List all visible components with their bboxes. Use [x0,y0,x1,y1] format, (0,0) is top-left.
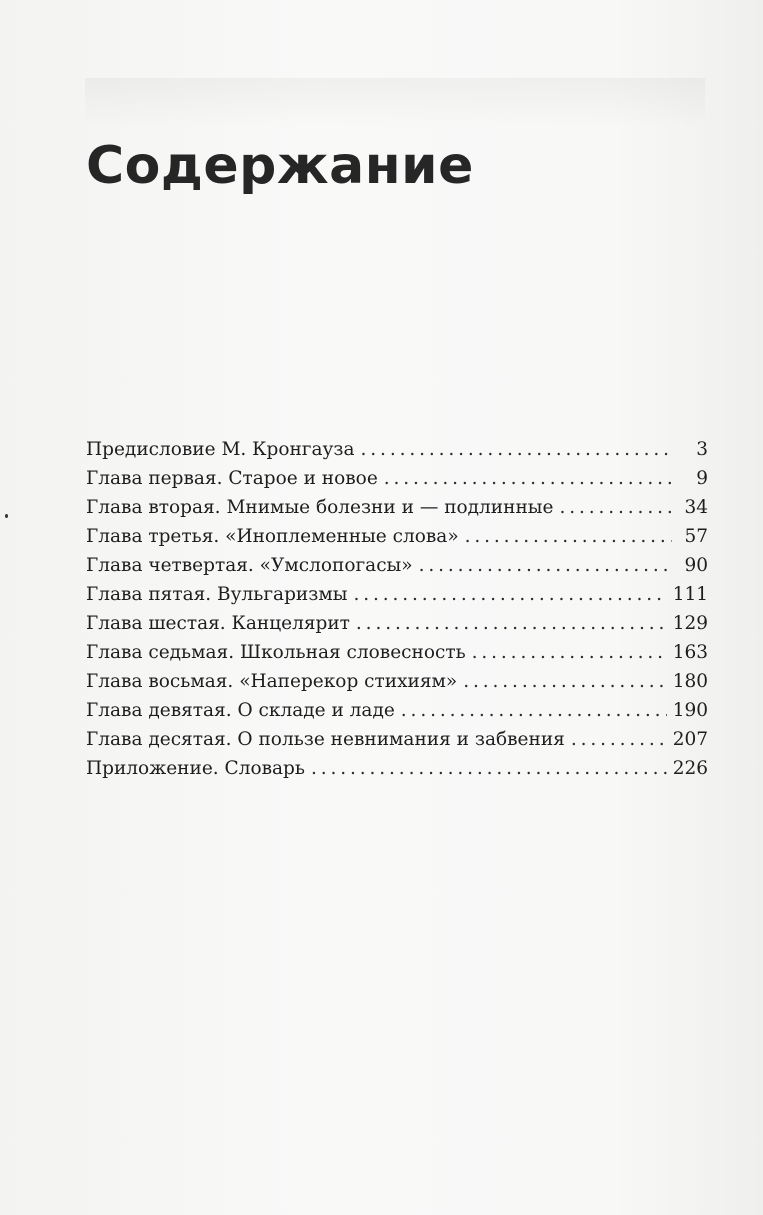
toc-entry [86,493,708,522]
toc-leader-dots [401,696,667,725]
toc-entry-title: Глава вторая. Мнимые болезни и — подлинные [86,497,554,518]
toc-entry [86,667,708,696]
toc-entry-title: Глава четвертая. «Умслопогасы» [86,555,413,576]
toc-leader-dots [353,580,666,609]
toc-entry [86,754,708,783]
toc-entry [86,725,708,754]
toc-entry-title: Глава пятая. Вульгаризмы [86,584,348,605]
toc-entry-page: 163 [672,642,708,663]
toc-leader-dots [465,522,672,551]
toc-leader-dots [361,435,672,464]
toc-entry-page: 34 [684,497,708,518]
toc-entry-page: 9 [696,468,708,489]
toc-entry-title: Глава первая. Старое и новое [86,468,378,489]
page-title: Содержание [86,136,474,196]
toc-entry [86,696,708,725]
toc-leader-dots [463,667,666,696]
toc-entry-page: 90 [684,555,708,576]
toc-entry-page: 111 [672,584,708,605]
toc-entry-title: Глава десятая. О пользе невнимания и забвения [86,729,565,750]
toc-entry [86,609,708,638]
toc-entry [86,464,708,493]
toc-leader-dots [472,638,667,667]
toc-leader-dots [571,725,667,754]
toc-leader-dots [311,754,667,783]
toc-entry [86,638,708,667]
toc-leader-dots [419,551,672,580]
toc-entry-page: 226 [672,758,708,779]
toc-entry-title: Глава девятая. О складе и ладе [86,700,395,721]
toc-leader-dots [356,609,667,638]
bleed-through-shadow [85,78,705,128]
toc-entry [86,522,708,551]
toc-entry [86,435,708,464]
toc-entry-title: Предисловие М. Кронгауза [86,439,355,460]
table-of-contents [86,435,708,783]
toc-entry-page: 57 [684,526,708,547]
toc-entry [86,551,708,580]
toc-leader-dots [384,464,672,493]
toc-leader-dots [559,493,672,522]
toc-entry-title: Глава седьмая. Школьная словесность [86,642,466,663]
toc-entry-title: Приложение. Словарь [86,758,305,779]
toc-entry-page: 180 [672,671,708,692]
toc-entry [86,580,708,609]
toc-entry-title: Глава восьмая. «Наперекор стихиям» [86,671,458,692]
toc-entry-page: 129 [672,613,708,634]
toc-entry-page: 190 [672,700,708,721]
toc-entry-page: 207 [672,729,708,750]
toc-entry-title: Глава шестая. Канцелярит [86,613,350,634]
toc-entry-title: Глава третья. «Иноплеменные слова» [86,526,459,547]
paper-speck [5,514,8,518]
toc-entry-page: 3 [696,439,708,460]
